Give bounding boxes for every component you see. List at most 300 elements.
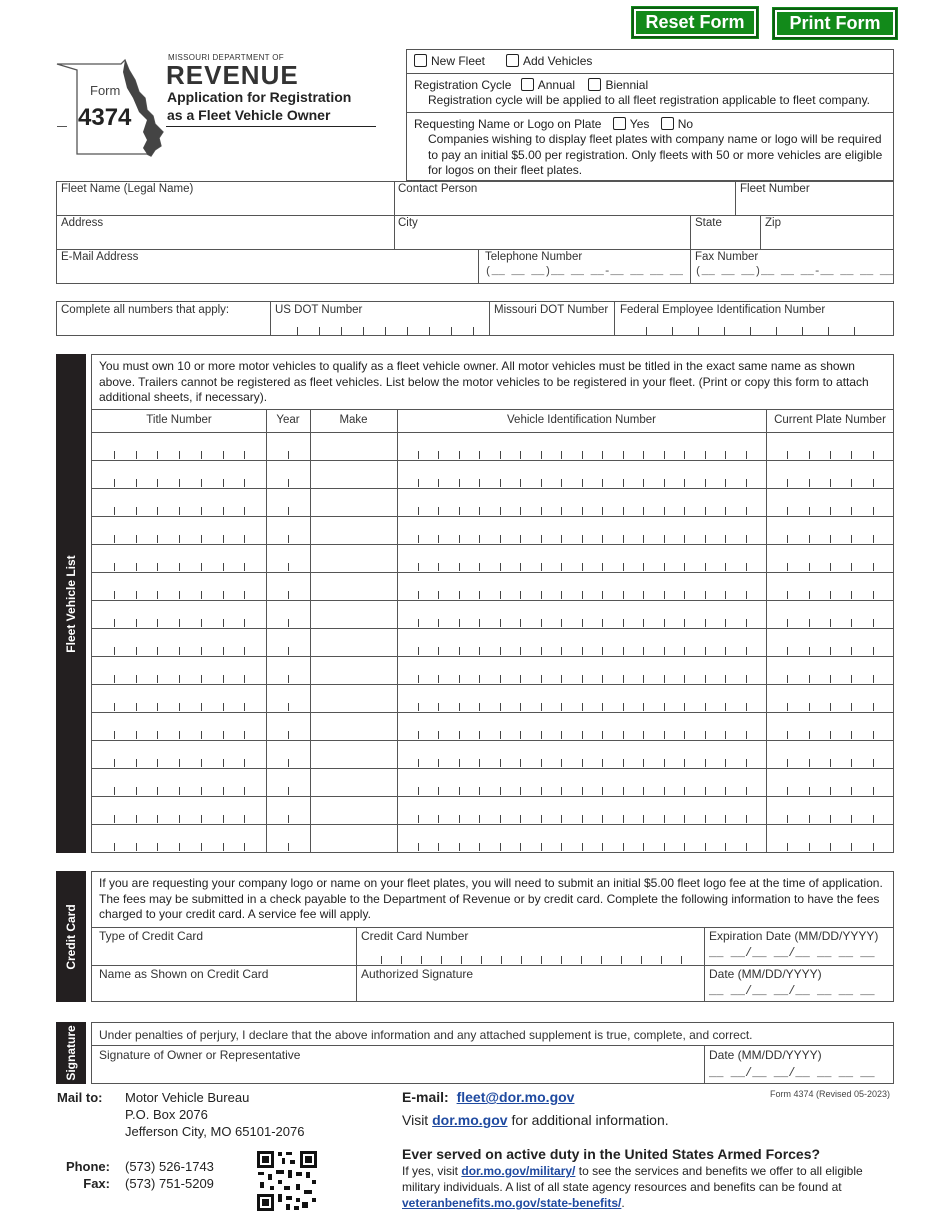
no-option[interactable] bbox=[661, 117, 693, 131]
char-tick bbox=[459, 647, 460, 655]
char-tick bbox=[787, 759, 788, 767]
char-tick bbox=[288, 535, 289, 543]
char-tick bbox=[520, 619, 521, 627]
char-tick bbox=[520, 815, 521, 823]
annual-label: Annual bbox=[537, 78, 576, 92]
char-tick bbox=[541, 731, 542, 739]
char-tick bbox=[479, 815, 480, 823]
char-tick bbox=[500, 479, 501, 487]
char-tick bbox=[851, 703, 852, 711]
char-tick bbox=[288, 619, 289, 627]
char-tick bbox=[561, 451, 562, 459]
char-tick bbox=[851, 479, 852, 487]
char-tick bbox=[418, 507, 419, 515]
char-tick bbox=[851, 563, 852, 571]
char-tick bbox=[418, 479, 419, 487]
char-tick bbox=[705, 843, 706, 851]
card-type-field[interactable]: Type of Credit Card bbox=[99, 929, 204, 943]
vehicle-row[interactable] bbox=[92, 685, 894, 713]
vehicle-row[interactable] bbox=[92, 741, 894, 769]
char-tick bbox=[602, 479, 603, 487]
char-tick bbox=[851, 535, 852, 543]
char-tick bbox=[288, 479, 289, 487]
char-tick bbox=[157, 563, 158, 571]
char-tick bbox=[520, 731, 521, 739]
char-tick bbox=[602, 647, 603, 655]
char-tick bbox=[418, 703, 419, 711]
char-tick bbox=[664, 619, 665, 627]
char-tick bbox=[851, 591, 852, 599]
char-tick bbox=[418, 675, 419, 683]
char-tick bbox=[705, 815, 706, 823]
char-tick bbox=[136, 647, 137, 655]
char-tick bbox=[623, 507, 624, 515]
yes-option[interactable] bbox=[613, 117, 650, 131]
char-tick bbox=[561, 731, 562, 739]
military-info-text: to see the services and benefits we offer to all eligible military individuals. A list of all state agency resources and benefits can be found at bbox=[402, 1164, 863, 1194]
char-tick bbox=[664, 731, 665, 739]
char-tick bbox=[179, 479, 180, 487]
char-tick bbox=[157, 591, 158, 599]
char-tick bbox=[705, 759, 706, 767]
char-tick bbox=[746, 479, 747, 487]
char-tick bbox=[157, 647, 158, 655]
char-tick bbox=[479, 647, 480, 655]
signature-date-field[interactable]: Date (MM/DD/YYYY) bbox=[709, 1048, 822, 1062]
char-tick bbox=[684, 451, 685, 459]
char-tick bbox=[809, 731, 810, 739]
vehicle-row[interactable] bbox=[92, 825, 894, 853]
char-tick bbox=[500, 535, 501, 543]
zip-field[interactable]: Zip bbox=[765, 217, 781, 229]
char-tick bbox=[809, 815, 810, 823]
char-tick bbox=[582, 451, 583, 459]
char-tick bbox=[851, 759, 852, 767]
credit-date-field[interactable]: Date (MM/DD/YYYY) bbox=[709, 967, 822, 981]
missouri-dot-field[interactable]: Missouri DOT Number bbox=[494, 304, 609, 316]
char-tick bbox=[746, 731, 747, 739]
print-form-button[interactable]: Print Form bbox=[773, 8, 897, 39]
char-tick bbox=[459, 675, 460, 683]
char-tick bbox=[201, 479, 202, 487]
char-tick bbox=[830, 619, 831, 627]
char-tick bbox=[602, 535, 603, 543]
cardholder-name-field[interactable]: Name as Shown on Credit Card bbox=[99, 967, 269, 981]
char-tick bbox=[643, 535, 644, 543]
char-tick bbox=[582, 703, 583, 711]
char-tick bbox=[157, 703, 158, 711]
us-dot-field[interactable]: US DOT Number bbox=[275, 304, 363, 316]
char-tick bbox=[830, 675, 831, 683]
char-tick bbox=[851, 619, 852, 627]
vehicle-row[interactable] bbox=[92, 461, 894, 489]
char-tick bbox=[684, 843, 685, 851]
char-tick bbox=[684, 731, 685, 739]
char-tick bbox=[500, 619, 501, 627]
annual-checkbox[interactable] bbox=[521, 78, 534, 91]
char-tick bbox=[725, 451, 726, 459]
no-checkbox[interactable] bbox=[661, 117, 674, 130]
char-tick bbox=[582, 619, 583, 627]
char-tick bbox=[830, 815, 831, 823]
char-tick bbox=[561, 787, 562, 795]
char-tick bbox=[851, 843, 852, 851]
add-vehicles-checkbox[interactable] bbox=[506, 54, 519, 67]
char-tick bbox=[787, 591, 788, 599]
char-tick bbox=[830, 647, 831, 655]
new-fleet-label: New Fleet bbox=[431, 54, 486, 68]
char-tick bbox=[705, 507, 706, 515]
char-tick bbox=[602, 675, 603, 683]
char-tick bbox=[520, 591, 521, 599]
char-tick bbox=[830, 759, 831, 767]
char-tick bbox=[288, 731, 289, 739]
char-tick bbox=[288, 703, 289, 711]
char-tick bbox=[561, 507, 562, 515]
email-link[interactable]: fleet@dor.mo.gov bbox=[456, 1089, 575, 1105]
char-tick bbox=[438, 451, 439, 459]
char-tick bbox=[201, 787, 202, 795]
char-tick bbox=[643, 843, 644, 851]
char-tick bbox=[787, 703, 788, 711]
char-tick bbox=[179, 675, 180, 683]
char-tick bbox=[114, 619, 115, 627]
char-tick bbox=[643, 647, 644, 655]
char-tick bbox=[787, 647, 788, 655]
char-tick bbox=[684, 703, 685, 711]
char-tick bbox=[520, 451, 521, 459]
credit-card-sidebar bbox=[56, 871, 86, 1002]
char-tick bbox=[179, 507, 180, 515]
military-info-prefix: If yes, visit bbox=[402, 1164, 459, 1178]
char-tick bbox=[438, 563, 439, 571]
char-tick bbox=[157, 479, 158, 487]
char-tick bbox=[873, 479, 874, 487]
char-tick bbox=[561, 563, 562, 571]
char-tick bbox=[136, 675, 137, 683]
char-tick bbox=[664, 507, 665, 515]
char-tick bbox=[725, 647, 726, 655]
char-tick bbox=[179, 759, 180, 767]
char-tick bbox=[602, 731, 603, 739]
logo-request-label: Requesting Name or Logo on Plate bbox=[414, 117, 602, 131]
char-tick bbox=[179, 451, 180, 459]
char-tick bbox=[114, 843, 115, 851]
fein-field[interactable]: Federal Employee Identification Number bbox=[620, 304, 826, 316]
char-tick bbox=[223, 507, 224, 515]
char-tick bbox=[664, 843, 665, 851]
char-tick bbox=[725, 787, 726, 795]
visit-suffix: for additional information. bbox=[511, 1112, 669, 1128]
fleet-number-field[interactable]: Fleet Number bbox=[740, 183, 810, 195]
char-tick bbox=[664, 759, 665, 767]
expiration-date-blank: __ __/__ __/__ __ __ __ bbox=[709, 946, 875, 960]
char-tick bbox=[705, 591, 706, 599]
char-tick bbox=[136, 535, 137, 543]
credit-card-intro: If you are requesting your company logo or name on your fleet plates, you will need to submit an initial $5.00 fleet logo fee at the time of application. The fees may be submitted in a check payable to the Department of Revenue or by credit card. Complete the following information to have the fees charged to your credit card. A service fee will apply. bbox=[99, 876, 883, 921]
char-tick bbox=[438, 675, 439, 683]
char-tick bbox=[438, 759, 439, 767]
char-tick bbox=[582, 787, 583, 795]
char-tick bbox=[809, 619, 810, 627]
char-tick bbox=[114, 507, 115, 515]
char-tick bbox=[582, 507, 583, 515]
char-tick bbox=[582, 675, 583, 683]
char-tick bbox=[851, 787, 852, 795]
state-field[interactable]: State bbox=[695, 217, 722, 229]
char-tick bbox=[201, 731, 202, 739]
char-tick bbox=[582, 843, 583, 851]
char-tick bbox=[561, 591, 562, 599]
char-tick bbox=[705, 703, 706, 711]
char-tick bbox=[459, 731, 460, 739]
char-tick bbox=[602, 759, 603, 767]
contact-person-field[interactable]: Contact Person bbox=[398, 183, 478, 195]
char-tick bbox=[438, 647, 439, 655]
char-tick bbox=[244, 759, 245, 767]
char-tick bbox=[479, 591, 480, 599]
char-tick bbox=[809, 451, 810, 459]
dor-website-link[interactable]: dor.mo.gov bbox=[432, 1112, 508, 1128]
char-tick bbox=[244, 507, 245, 515]
char-tick bbox=[244, 479, 245, 487]
char-tick bbox=[157, 535, 158, 543]
char-tick bbox=[582, 479, 583, 487]
char-tick bbox=[438, 479, 439, 487]
char-tick bbox=[705, 535, 706, 543]
fein-ticks bbox=[620, 327, 890, 335]
card-number-field[interactable]: Credit Card Number bbox=[361, 929, 469, 943]
char-tick bbox=[873, 675, 874, 683]
city-field[interactable]: City bbox=[398, 217, 418, 229]
annual-option[interactable] bbox=[521, 78, 575, 92]
char-tick bbox=[725, 535, 726, 543]
char-tick bbox=[459, 703, 460, 711]
char-tick bbox=[288, 815, 289, 823]
char-tick bbox=[725, 563, 726, 571]
char-tick bbox=[664, 675, 665, 683]
char-tick bbox=[602, 507, 603, 515]
char-tick bbox=[684, 787, 685, 795]
registration-cycle-row bbox=[414, 78, 648, 92]
char-tick bbox=[418, 731, 419, 739]
char-tick bbox=[787, 535, 788, 543]
char-tick bbox=[438, 731, 439, 739]
char-tick bbox=[114, 535, 115, 543]
fleet-vehicle-list-sidebar bbox=[56, 354, 86, 853]
char-tick bbox=[725, 507, 726, 515]
char-tick bbox=[201, 759, 202, 767]
address-field[interactable]: Address bbox=[61, 217, 104, 229]
char-tick bbox=[643, 479, 644, 487]
signature-sidebar bbox=[56, 1022, 86, 1084]
char-tick bbox=[136, 787, 137, 795]
char-tick bbox=[746, 759, 747, 767]
char-tick bbox=[223, 843, 224, 851]
char-tick bbox=[582, 591, 583, 599]
mail-address-line-1: Motor Vehicle Bureau bbox=[125, 1090, 250, 1105]
char-tick bbox=[809, 535, 810, 543]
char-tick bbox=[602, 451, 603, 459]
char-tick bbox=[873, 843, 874, 851]
char-tick bbox=[223, 815, 224, 823]
char-tick bbox=[500, 507, 501, 515]
new-fleet-checkbox[interactable] bbox=[414, 54, 427, 67]
char-tick bbox=[136, 591, 137, 599]
char-tick bbox=[725, 703, 726, 711]
biennial-label: Biennial bbox=[605, 78, 649, 92]
char-tick bbox=[223, 451, 224, 459]
new-fleet-option[interactable] bbox=[414, 54, 485, 68]
telephone-blank: (__ __ __)__ __ __-__ __ __ __ bbox=[485, 266, 684, 278]
char-tick bbox=[201, 815, 202, 823]
char-tick bbox=[418, 451, 419, 459]
vehicle-row[interactable] bbox=[92, 433, 894, 461]
char-tick bbox=[809, 703, 810, 711]
expiration-date-field[interactable]: Expiration Date (MM/DD/YYYY) bbox=[709, 929, 879, 943]
vehicle-row[interactable] bbox=[92, 769, 894, 797]
char-tick bbox=[705, 787, 706, 795]
char-tick bbox=[288, 451, 289, 459]
column-current-plate: Current Plate Number bbox=[774, 414, 886, 426]
char-tick bbox=[787, 451, 788, 459]
char-tick bbox=[623, 451, 624, 459]
signature-date-blank: __ __/__ __/__ __ __ __ bbox=[709, 1066, 875, 1080]
char-tick bbox=[725, 731, 726, 739]
char-tick bbox=[500, 591, 501, 599]
char-tick bbox=[479, 507, 480, 515]
biennial-checkbox[interactable] bbox=[588, 78, 601, 91]
char-tick bbox=[643, 451, 644, 459]
char-tick bbox=[725, 479, 726, 487]
char-tick bbox=[244, 675, 245, 683]
char-tick bbox=[288, 759, 289, 767]
military-link[interactable]: dor.mo.gov/military/ bbox=[461, 1164, 576, 1178]
char-tick bbox=[500, 563, 501, 571]
char-tick bbox=[541, 591, 542, 599]
char-tick bbox=[725, 591, 726, 599]
char-tick bbox=[223, 535, 224, 543]
char-tick bbox=[809, 647, 810, 655]
char-tick bbox=[201, 507, 202, 515]
column-vin: Vehicle Identification Number bbox=[507, 414, 656, 426]
fax-field[interactable]: Fax Number bbox=[695, 251, 759, 263]
char-tick bbox=[114, 815, 115, 823]
char-tick bbox=[201, 591, 202, 599]
logo-request-row bbox=[414, 117, 693, 131]
char-tick bbox=[179, 787, 180, 795]
char-tick bbox=[602, 787, 603, 795]
authorized-signature-field[interactable]: Authorized Signature bbox=[361, 967, 474, 981]
char-tick bbox=[684, 535, 685, 543]
char-tick bbox=[520, 787, 521, 795]
military-info-end: . bbox=[621, 1196, 625, 1210]
char-tick bbox=[746, 563, 747, 571]
char-tick bbox=[664, 703, 665, 711]
char-tick bbox=[582, 563, 583, 571]
char-tick bbox=[244, 843, 245, 851]
char-tick bbox=[643, 759, 644, 767]
char-tick bbox=[418, 619, 419, 627]
char-tick bbox=[223, 591, 224, 599]
char-tick bbox=[623, 479, 624, 487]
email-field[interactable]: E-Mail Address bbox=[61, 251, 139, 263]
title-line-2: as a Fleet Vehicle Owner bbox=[167, 107, 331, 123]
phone-label: Phone: bbox=[65, 1159, 110, 1174]
char-tick bbox=[541, 619, 542, 627]
char-tick bbox=[459, 591, 460, 599]
column-title-number: Title Number bbox=[146, 414, 212, 426]
vehicle-row[interactable] bbox=[92, 573, 894, 601]
char-tick bbox=[157, 507, 158, 515]
fleet-vehicle-list-title: Fleet Vehicle List bbox=[64, 554, 78, 653]
email-label: E-mail: bbox=[402, 1089, 449, 1105]
reset-form-button[interactable]: Reset Form bbox=[632, 7, 758, 38]
veteran-benefits-link[interactable]: veteranbenefits.mo.gov/state-benefits/ bbox=[402, 1196, 622, 1210]
yes-checkbox[interactable] bbox=[613, 117, 626, 130]
char-tick bbox=[684, 815, 685, 823]
char-tick bbox=[582, 647, 583, 655]
vehicle-row[interactable] bbox=[92, 713, 894, 741]
fleet-name-field[interactable]: Fleet Name (Legal Name) bbox=[61, 183, 194, 195]
biennial-option[interactable] bbox=[588, 78, 648, 92]
char-tick bbox=[643, 675, 644, 683]
char-tick bbox=[664, 451, 665, 459]
char-tick bbox=[136, 703, 137, 711]
vehicle-row[interactable] bbox=[92, 629, 894, 657]
vehicle-row[interactable] bbox=[92, 657, 894, 685]
char-tick bbox=[157, 815, 158, 823]
char-tick bbox=[725, 619, 726, 627]
char-tick bbox=[830, 731, 831, 739]
char-tick bbox=[179, 535, 180, 543]
char-tick bbox=[809, 843, 810, 851]
vehicle-row[interactable] bbox=[92, 797, 894, 825]
char-tick bbox=[157, 759, 158, 767]
char-tick bbox=[830, 563, 831, 571]
char-tick bbox=[830, 535, 831, 543]
add-vehicles-option[interactable] bbox=[506, 54, 592, 68]
char-tick bbox=[643, 731, 644, 739]
char-tick bbox=[459, 619, 460, 627]
signature-title: Signature bbox=[64, 1025, 78, 1081]
char-tick bbox=[244, 619, 245, 627]
char-tick bbox=[541, 451, 542, 459]
char-tick bbox=[520, 535, 521, 543]
vehicle-row[interactable] bbox=[92, 545, 894, 573]
char-tick bbox=[179, 591, 180, 599]
char-tick bbox=[479, 675, 480, 683]
vehicle-row[interactable] bbox=[92, 489, 894, 517]
char-tick bbox=[418, 787, 419, 795]
char-tick bbox=[851, 815, 852, 823]
char-tick bbox=[223, 675, 224, 683]
char-tick bbox=[479, 731, 480, 739]
char-tick bbox=[459, 787, 460, 795]
char-tick bbox=[787, 675, 788, 683]
telephone-field[interactable]: Telephone Number bbox=[485, 251, 583, 263]
vehicle-row[interactable] bbox=[92, 601, 894, 629]
char-tick bbox=[746, 703, 747, 711]
char-tick bbox=[223, 703, 224, 711]
char-tick bbox=[114, 759, 115, 767]
military-heading: Ever served on active duty in the United States Armed Forces? bbox=[402, 1146, 821, 1162]
char-tick bbox=[500, 787, 501, 795]
owner-signature-field[interactable]: Signature of Owner or Representative bbox=[99, 1048, 301, 1062]
char-tick bbox=[830, 591, 831, 599]
vehicle-row[interactable] bbox=[92, 517, 894, 545]
phone-number: (573) 526-1743 bbox=[125, 1159, 214, 1174]
